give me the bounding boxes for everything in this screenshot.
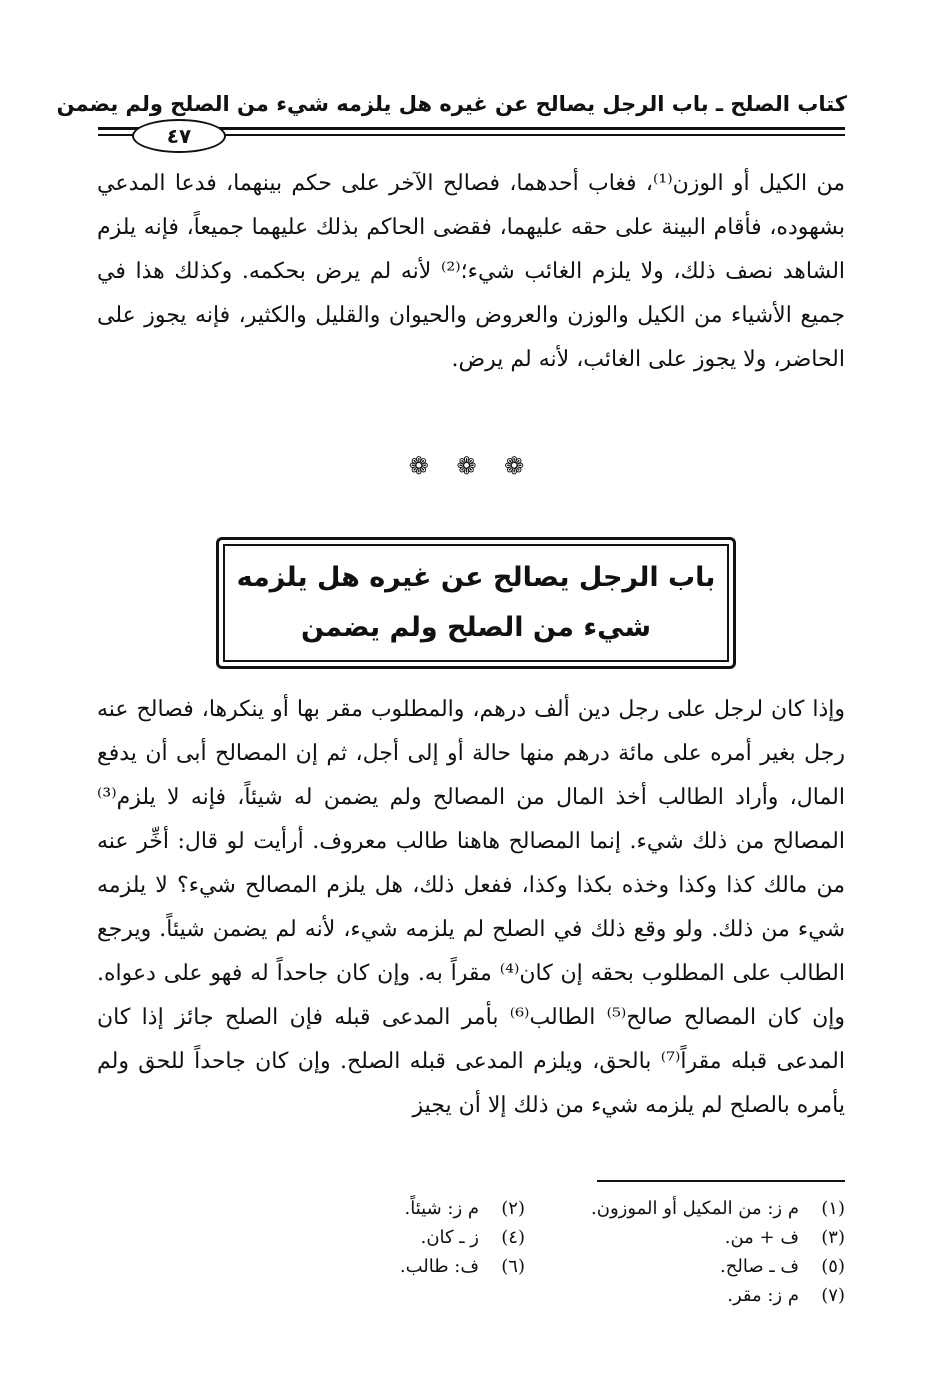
- footnote-2: [235, 1194, 525, 1223]
- running-header-title: كتاب الصلح ـ باب الرجل يصالح عن غيره هل يلزمه شيء من الصلح ولم يضمن: [56, 92, 847, 116]
- footnote-number: (٤): [501, 1227, 525, 1248]
- footnote-text: م ز: مقر.: [727, 1285, 799, 1306]
- body-paragraph-1: من الكيل أو الوزن⁽¹⁾، فغاب أحدهما، فصالح الآخر على حكم بينهما، فدعا المدعي بشهوده، فأقام البينة على حقه عليهما، فقضى الحاكم بذلك عليهما جميعاً، فإنه يلزم الشاهد نصف ذلك، ولا يلزم الغائب شيء؛⁽²⁾ لأنه لم يرض بحكمه. وكذلك هذا في جميع الأشياء من الكيل والوزن والعروض والحيوان والقليل والكثير، فإنه يجوز على الحاضر، ولا يجوز على الغائب، لأنه لم يرض.: [97, 171, 846, 372]
- footnote-rule: [597, 1180, 845, 1182]
- footnote-number: (٦): [501, 1256, 525, 1277]
- footnote-4: [235, 1223, 525, 1252]
- footnote-3: [555, 1223, 845, 1252]
- body-paragraph-2: وإذا كان لرجل على رجل دين ألف درهم، والمطلوب مقر بها أو ينكرها، فصالح عنه رجل بغير أمره على مائة درهم منها حالة أو إلى أجل، ثم إن المصالح أبى أن يدفع المال، وأراد الطالب أخذ المال من المصالح ولم يضمن له شيئاً، فإنه لا يلزم⁽³⁾ المصالح من ذلك شيء. إنما المصالح هاهنا طالب معروف. أرأيت لو قال: أخِّر عنه من مالك كذا وكذا وخذه بكذا وكذا، ففعل ذلك، هل يلزم المصالح شيء؟ لا يلزمه شيء من ذلك. ولو وقع ذلك في الصلح لم يلزمه شيء، لأنه لم يضمن شيئاً. ويرجع الطالب على المطلوب بحقه إن كان⁽⁴⁾ مقراً به. وإن كان جاحداً له فهو على دعواه. وإن كان المصالح صالح⁽⁵⁾ الطالب⁽⁶⁾ بأمر المدعى قبله فإن الصلح جائز إذا كان المدعى قبله مقراً⁽⁷⁾ بالحق، ويلزم المدعى قبله الصلح. وإن كان جاحداً للحق ولم يأمره بالصلح لم يلزمه شيء من ذلك إلا أن يجيز: [97, 697, 846, 1118]
- footnote-text: ز ـ كان.: [420, 1227, 479, 1248]
- footnote-number: (٥): [821, 1256, 845, 1277]
- footnote-5: [555, 1252, 845, 1281]
- footnote-text: ف: طالب.: [399, 1256, 479, 1277]
- footnote-6: [235, 1252, 525, 1281]
- footnote-text: ف + من.: [724, 1227, 799, 1248]
- footnote-7: [555, 1281, 845, 1310]
- chapter-title: باب الرجل يصالح عن غيره هل يلزمه شيء من الصلح ولم يضمن: [236, 562, 716, 643]
- footnotes-list: [97, 1194, 845, 1310]
- footnote-number: (٢): [501, 1198, 525, 1219]
- footnote-text: م ز: شيئاً.: [404, 1198, 479, 1219]
- section-divider-ornament: ❁ ❁ ❁: [408, 452, 535, 480]
- footnote-number: (٣): [821, 1227, 845, 1248]
- chapter-title-box: [216, 537, 736, 669]
- footnote-text: ف ـ صالح.: [720, 1256, 799, 1277]
- footnote-number: (١): [821, 1198, 845, 1219]
- footnote-1: [555, 1194, 845, 1223]
- footnote-text: م ز: من المكيل أو الموزون.: [591, 1198, 799, 1219]
- footnote-number: (٧): [821, 1285, 845, 1306]
- page-number-oval: [132, 119, 226, 153]
- page-number: ٤٧: [166, 124, 192, 148]
